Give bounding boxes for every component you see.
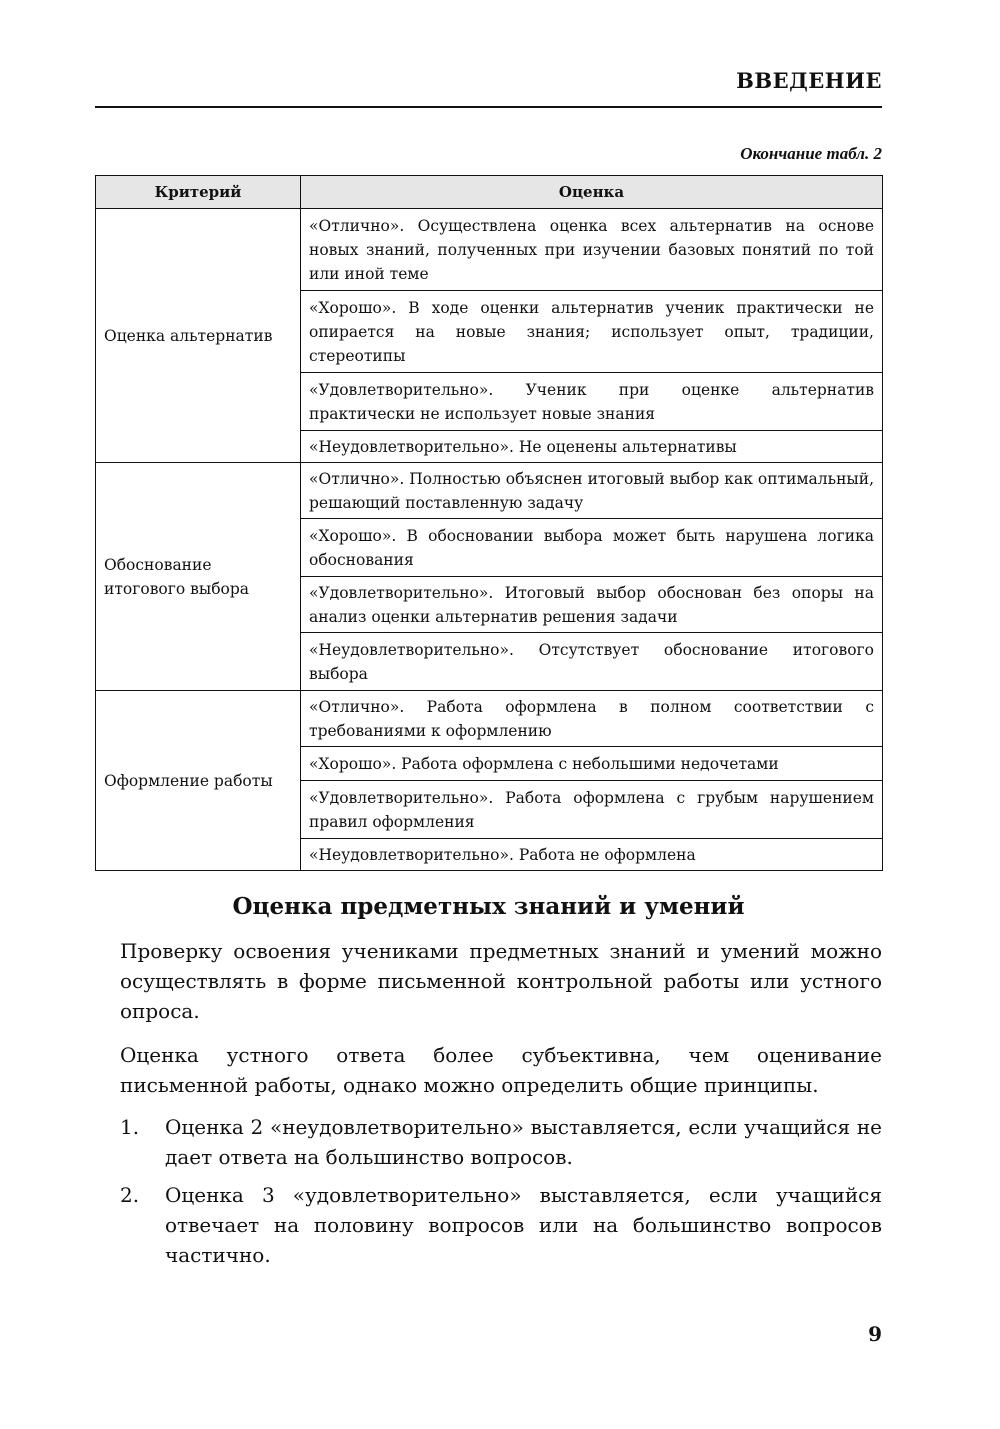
paragraph: Проверку освоения учениками предметных знаний и умений можно осуществлять в форме письменной контрольной работы или устного опроса. xyxy=(120,939,882,1023)
criterion-cell: Оценка альтернатив xyxy=(96,209,301,463)
criteria-table xyxy=(95,175,883,871)
grade-cell: «Отлично». Осуществлена оценка всех альтернатив на основе новых знаний, полученных при изучении базовых понятий по той или иной теме xyxy=(301,209,883,291)
table-row xyxy=(96,691,883,747)
grade-cell: «Хорошо». Работа оформлена с небольшими недочетами xyxy=(301,747,883,781)
header-rule xyxy=(95,106,882,108)
grade-cell: «Удовлетворительно». Итоговый выбор обоснован без опоры на анализ оценки альтернатив решения задачи xyxy=(301,577,883,633)
grade-cell: «Хорошо». В обосновании выбора может быть нарушена логика обоснования xyxy=(301,519,883,577)
section-title: Оценка предметных знаний и умений xyxy=(232,893,745,920)
column-header: Критерий xyxy=(96,176,301,209)
list-number: 2. xyxy=(120,1183,140,1207)
grade-cell: «Удовлетворительно». Работа оформлена с грубым нарушением правил оформления xyxy=(301,781,883,839)
list-item xyxy=(120,1112,882,1172)
grade-cell: «Неудовлетворительно». Не оценены альтернативы xyxy=(301,431,883,463)
page-number: 9 xyxy=(868,1322,882,1346)
criterion-cell: Оформление работы xyxy=(96,691,301,871)
table-header-row xyxy=(96,176,883,209)
grade-cell: «Удовлетворительно». Ученик при оценке альтернатив практически не использует новые знания xyxy=(301,373,883,431)
paragraph: Оценка устного ответа более субъективна, чем оценивание письменной работы, однако можно определить общие принципы. xyxy=(120,1043,882,1097)
running-header: ВВЕДЕНИЕ xyxy=(736,68,882,93)
grade-cell: «Хорошо». В ходе оценки альтернатив ученик практически не опирается на новые знания; использует опыт, традиции, стереотипы xyxy=(301,291,883,373)
table-caption: Окончание табл. 2 xyxy=(740,144,882,163)
list-text: Оценка 3 «удовлетворительно» выставляется, если учащийся отвечает на половину вопросов или на большинство вопросов частично. xyxy=(165,1183,882,1267)
grade-cell: «Отлично». Работа оформлена в полном соответствии с требованиями к оформлению xyxy=(301,691,883,747)
table-row xyxy=(96,209,883,291)
grade-cell: «Неудовлетворительно». Отсутствует обоснование итогового выбора xyxy=(301,633,883,691)
list-text: Оценка 2 «неудовлетворительно» выставляется, если учащийся не дает ответа на большинство вопросов. xyxy=(165,1115,882,1169)
criterion-cell: Обоснование итогового выбора xyxy=(96,463,301,691)
grade-cell: «Отлично». Полностью объяснен итоговый выбор как оптимальный, решающий поставленную задачу xyxy=(301,463,883,519)
grade-cell: «Неудовлетворительно». Работа не оформлена xyxy=(301,839,883,871)
table-row xyxy=(96,463,883,519)
column-header: Оценка xyxy=(301,176,883,209)
list-number: 1. xyxy=(120,1115,140,1139)
list-item xyxy=(120,1180,882,1270)
